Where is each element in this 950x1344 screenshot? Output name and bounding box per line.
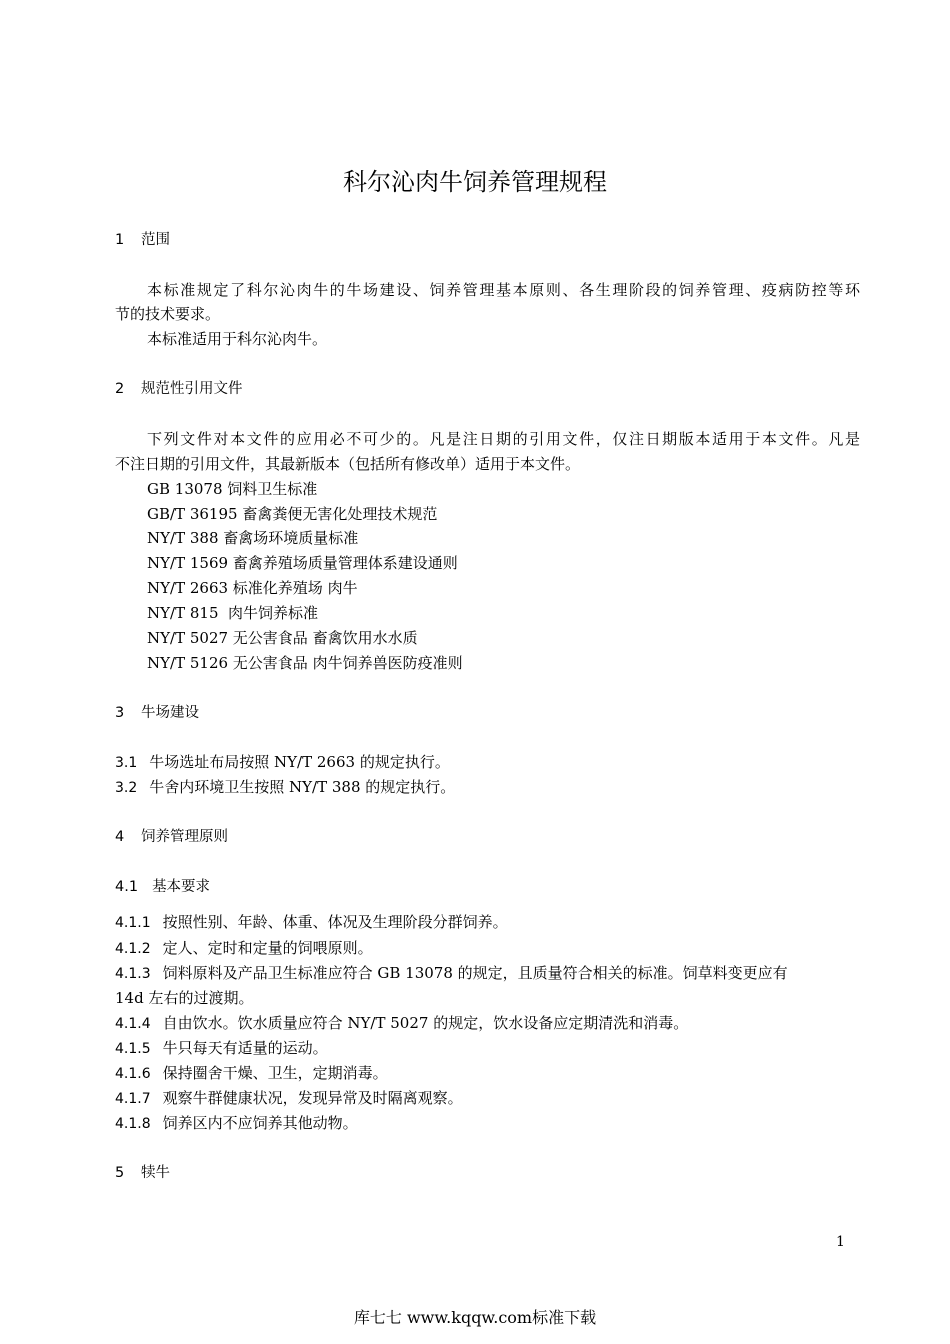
subsection-number: 4.1: [115, 879, 139, 895]
document-title: 科尔沁肉牛饲养管理规程: [343, 168, 607, 196]
reference-item: NY/T 388 畜禽场环境质量标准: [147, 529, 359, 547]
clause-number: 4.1.4: [115, 1016, 151, 1032]
section-number: 3: [115, 705, 125, 721]
clause-text: 自由饮水。饮水质量应符合 NY/T 5027 的规定，饮水设备应定期清洗和消毒。: [162, 1014, 689, 1032]
clause: [115, 1088, 463, 1109]
clause-text: 饲料原料及产品卫生标准应符合 GB 13078 的规定，且质量符合相关的标准。饲草料变更应有: [162, 964, 788, 982]
section-5-heading: [115, 1163, 170, 1183]
clause: [115, 1038, 328, 1059]
section-1-heading: [115, 230, 170, 250]
paragraph-cont: 节的技术要求。: [115, 305, 221, 323]
clause-number: 4.1.8: [115, 1116, 151, 1132]
clause: [115, 1063, 388, 1084]
clause-cont: 14d 左右的过渡期。: [115, 989, 254, 1007]
clause: [115, 938, 373, 959]
reference-item: GB 13078 饲料卫生标准: [147, 480, 318, 498]
section-number: 1: [115, 232, 125, 248]
paragraph: 本标准适用于科尔沁肉牛。: [147, 330, 328, 348]
section-4-heading: [115, 827, 228, 847]
clause-text: 牛只每天有适量的运动。: [162, 1039, 328, 1057]
section-title: 牛场建设: [141, 705, 199, 721]
clause: [115, 963, 788, 984]
page-number: 1: [836, 1234, 845, 1250]
section-3-heading: [115, 703, 199, 723]
section-title: 规范性引用文件: [141, 381, 243, 397]
clause-text: 按照性别、年龄、体重、体况及生理阶段分群饲养。: [162, 913, 508, 931]
reference-item: NY/T 815 肉牛饲养标准: [147, 604, 319, 622]
paragraph: 本标准规定了科尔沁肉牛的牛场建设、饲养管理基本原则、各生理阶段的饲养管理、疫病防控等环: [147, 281, 860, 299]
clause-number: 3.1: [115, 755, 138, 771]
reference-item: GB/T 36195 畜禽粪便无害化处理技术规范: [147, 505, 438, 523]
paragraph-cont: 不注日期的引用文件，其最新版本（包括所有修改单）适用于本文件。: [115, 455, 581, 473]
reference-item: NY/T 5027 无公害食品 畜禽饮用水水质: [147, 629, 418, 647]
section-2-heading: [115, 379, 243, 399]
section-number: 2: [115, 381, 125, 397]
clause-text: 牛场选址布局按照 NY/T 2663 的规定执行。: [149, 753, 450, 771]
clause: [115, 1113, 358, 1134]
reference-item: NY/T 2663 标准化养殖场 肉牛: [147, 579, 358, 597]
section-number: 4: [115, 829, 125, 845]
section-title: 犊牛: [141, 1165, 170, 1181]
section-title: 范围: [141, 232, 170, 248]
section-title: 饲养管理原则: [141, 829, 228, 845]
clause-number: 4.1.3: [115, 966, 151, 982]
clause-number: 4.1.7: [115, 1091, 151, 1107]
clause: [115, 777, 455, 798]
clause: [115, 912, 508, 933]
reference-item: NY/T 1569 畜禽养殖场质量管理体系建设通则: [147, 554, 458, 572]
clause-text: 定人、定时和定量的饲喂原则。: [162, 939, 373, 957]
paragraph: 下列文件对本文件的应用必不可少的。凡是注日期的引用文件，仅注日期版本适用于本文件。凡是: [147, 430, 860, 448]
clause-text: 观察牛群健康状况，发现异常及时隔离观察。: [162, 1089, 463, 1107]
clause-text: 饲养区内不应饲养其他动物。: [162, 1114, 358, 1132]
clause-number: 3.2: [115, 780, 138, 796]
clause-number: 4.1.5: [115, 1041, 151, 1057]
section-number: 5: [115, 1165, 125, 1181]
subsection-heading: [115, 877, 210, 897]
clause-number: 4.1.1: [115, 915, 151, 931]
subsection-title: 基本要求: [152, 879, 211, 895]
reference-item: NY/T 5126 无公害食品 肉牛饲养兽医防疫准则: [147, 654, 463, 672]
clause-number: 4.1.6: [115, 1066, 151, 1082]
clause: [115, 752, 450, 773]
clause-text: 保持圈舍干燥、卫生，定期消毒。: [162, 1064, 388, 1082]
clause-number: 4.1.2: [115, 941, 151, 957]
footer-watermark: 库七七 www.kqqw.com标准下载: [353, 1308, 597, 1327]
clause: [115, 1013, 688, 1034]
clause-text: 牛舍内环境卫生按照 NY/T 388 的规定执行。: [149, 778, 456, 796]
